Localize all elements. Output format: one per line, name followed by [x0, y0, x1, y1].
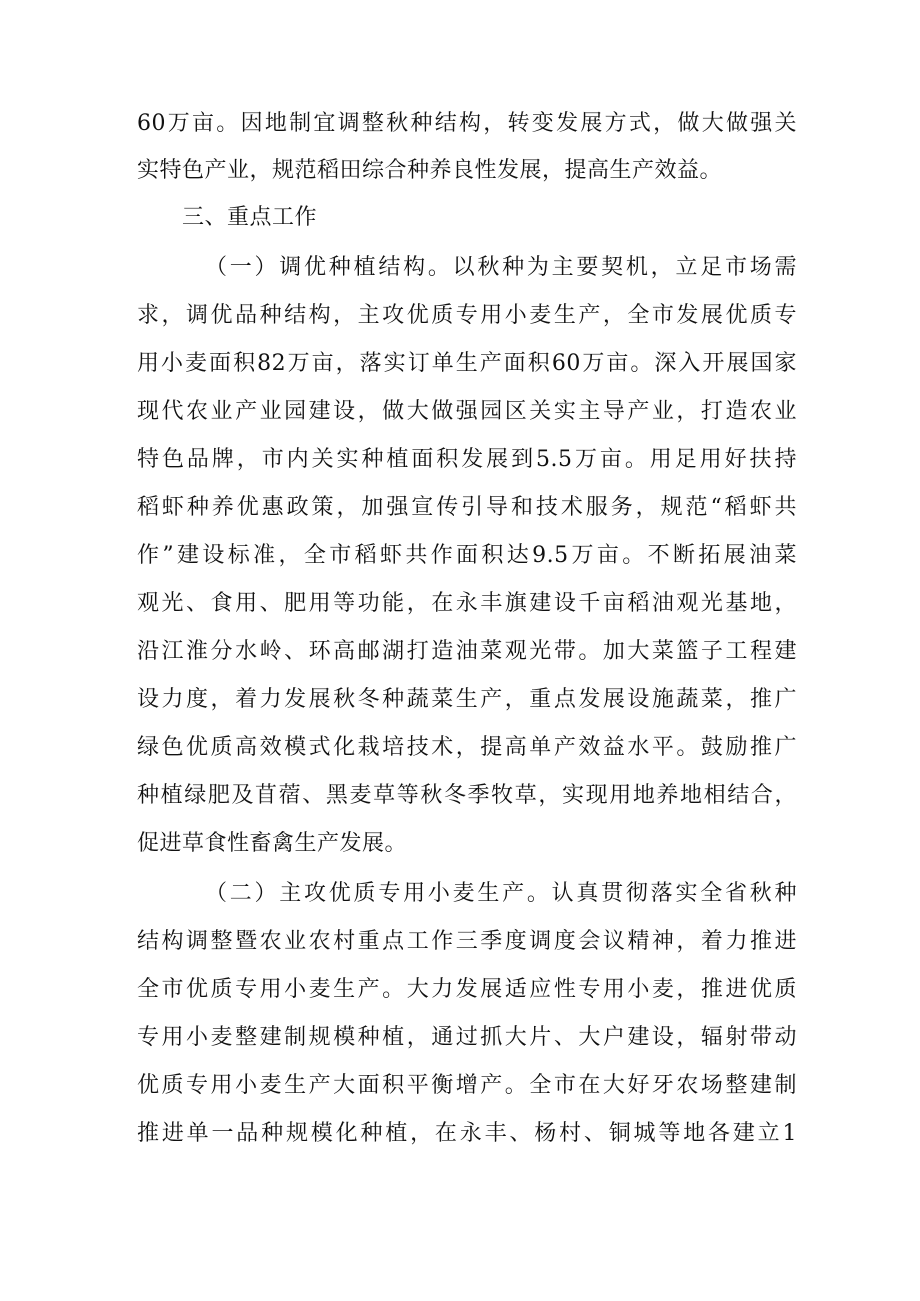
paragraph-line: 全市优质专用小麦生产。大力发展适应性专用小麦，推进优质 [137, 977, 797, 1002]
paragraph-line: 绿色优质高效模式化栽培技术，提高单产效益水平。鼓励推广 [137, 735, 797, 760]
paragraph-line: 求，调优品种结构，主攻优质专用小麦生产，全市发展优质专 [137, 303, 797, 328]
section-heading: 三、重点工作 [182, 205, 318, 230]
paragraph-line: 实特色产业，规范稻田综合种养良性发展，提高生产效益。 [137, 158, 723, 183]
paragraph-line: 优质专用小麦生产大面积平衡增产。全市在大好牙农场整建制 [137, 1073, 797, 1098]
paragraph-line: 作”建设标准，全市稻虾共作面积达9.5万亩。不断拓展油菜 [137, 543, 797, 568]
paragraph-line: 观光、食用、肥用等功能，在永丰旗建设千亩稻油观光基地， [137, 591, 797, 616]
paragraph-line: 专用小麦整建制规模种植，通过抓大片、大户建设，辐射带动 [137, 1025, 797, 1050]
paragraph-line: 特色品牌，市内关实种植面积发展到5.5万亩。用足用好扶持 [137, 447, 797, 472]
paragraph-line: 种植绿肥及苜蓿、黑麦草等秋冬季牧草，实现用地养地相结合， [137, 783, 797, 808]
paragraph-line: 用小麦面积82万亩，落实订单生产面积60万亩。深入开展国家 [137, 351, 797, 376]
paragraph-line: 结构调整暨农业农村重点工作三季度调度会议精神，着力推进 [137, 929, 797, 954]
paragraph-line: 促进草食性畜禽生产发展。 [137, 831, 408, 856]
paragraph-line: 设力度，着力发展秋冬种蔬菜生产，重点发展设施蔬菜，推广 [137, 687, 797, 712]
paragraph-line: 沿江淮分水岭、环高邮湖打造油菜观光带。加大菜篮子工程建 [137, 639, 797, 664]
paragraph-line: 推进单一品种规模化种植，在永丰、杨村、铜城等地各建立1 [137, 1121, 797, 1146]
paragraph-line: （二）主攻优质专用小麦生产。认真贯彻落实全省秋种 [205, 881, 797, 906]
paragraph-line: （一）调优种植结构。以秋种为主要契机，立足市场需 [205, 255, 797, 280]
paragraph-line: 60万亩。因地制宜调整秋种结构，转变发展方式，做大做强关 [137, 111, 797, 136]
paragraph-line: 稻虾种养优惠政策，加强宣传引导和技术服务，规范“稻虾共 [137, 495, 797, 520]
paragraph-line: 现代农业产业园建设，做大做强园区关实主导产业，打造农业 [137, 399, 797, 424]
